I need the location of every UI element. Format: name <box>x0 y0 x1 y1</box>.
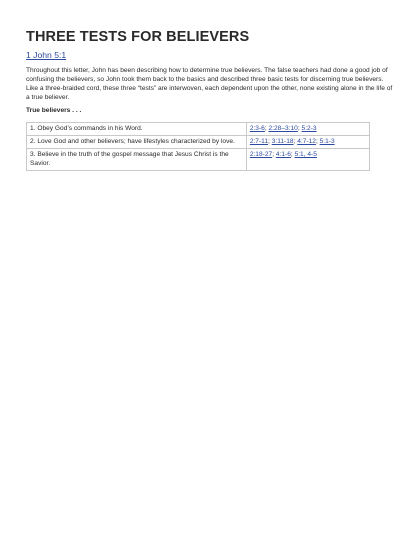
separator: ; <box>293 138 298 146</box>
verse-references <box>246 122 369 135</box>
verse-reference-link[interactable]: 2:3-6 <box>249 124 265 132</box>
verse-reference-link[interactable]: 4:7-12 <box>297 138 316 146</box>
verse-reference-link[interactable]: 5:1, 4-5 <box>294 151 317 159</box>
scripture-reference-link[interactable]: 1 John 5:1 <box>26 50 67 60</box>
verse-references <box>246 136 369 149</box>
verse-reference-link[interactable]: 4:1-6 <box>275 151 291 159</box>
page-title: THREE TESTS FOR BELIEVERS <box>26 29 250 45</box>
verse-reference-link[interactable]: 2:7-11 <box>249 138 269 146</box>
separator: ; <box>315 138 320 146</box>
table-row <box>27 149 370 171</box>
separator: ; <box>297 124 302 132</box>
verse-references <box>246 149 369 171</box>
subheading: True believers . . . <box>26 106 82 114</box>
separator: ; <box>268 138 272 146</box>
test-description: 1. Obey God’s commands in his Word. <box>27 122 247 135</box>
verse-reference-link[interactable]: 5:2-3 <box>301 124 317 132</box>
intro-paragraph: Throughout this letter, John has been describing how to determine true believers. The false teachers had done a good job of confusing the believers, so John took them back to the basics and described three basic tests for discerning true believers. Like a three-braided cord, these three “tests” are interwoven, each dependent upon the other, none existing alone in the life of a true believer. <box>26 67 393 101</box>
test-description: 3. Believe in the truth of the gospel message that Jesus Christ is the Savior. <box>27 149 247 171</box>
verse-reference-link[interactable]: 2:28–3:10 <box>268 124 298 132</box>
table-row <box>27 122 370 135</box>
separator: ; <box>264 124 269 132</box>
verse-reference-link[interactable]: 3:11-18 <box>271 138 294 146</box>
tests-table-body <box>27 122 370 171</box>
separator: ; <box>272 151 276 159</box>
page <box>0 0 420 171</box>
table-row <box>27 136 370 149</box>
verse-reference-link[interactable]: 2:18-27 <box>249 151 273 159</box>
test-description: 2. Love God and other believers; have lifestyles characterized by love. <box>27 136 247 149</box>
verse-reference-link[interactable]: 5:1-3 <box>319 138 335 146</box>
tests-table <box>26 122 370 172</box>
separator: ; <box>290 151 295 159</box>
